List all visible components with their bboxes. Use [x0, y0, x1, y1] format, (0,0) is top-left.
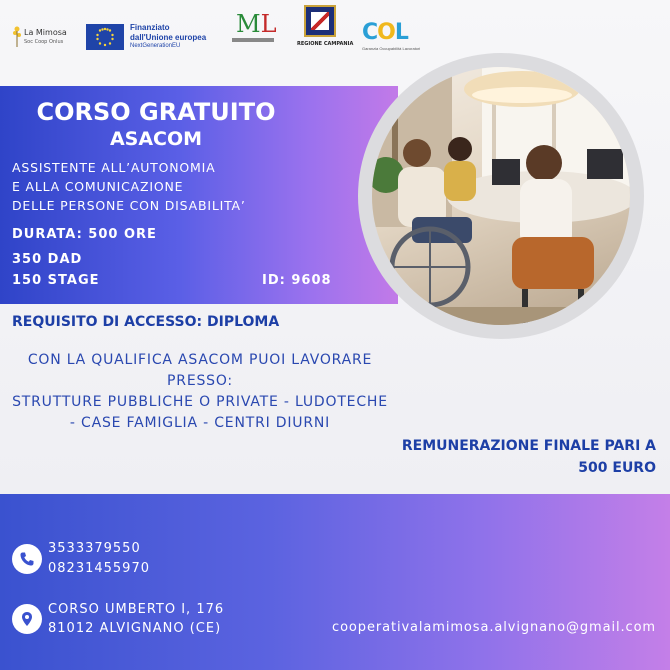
campania-shield-icon — [304, 5, 336, 37]
course-description-line: E ALLA COMUNICAZIONE — [12, 179, 184, 194]
course-title: CORSO GRATUITO — [36, 98, 276, 126]
course-subtitle: ASACOM — [109, 128, 203, 150]
access-requirement: REQUISITO DI ACCESSO: DIPLOMA — [12, 314, 280, 330]
eu-line2: dall'Unione europea — [130, 33, 207, 42]
mimosa-sub: Soc Coop Onlus — [24, 39, 64, 45]
eu-logo — [86, 22, 210, 50]
logo-bar — [0, 0, 670, 68]
email-link[interactable]: cooperativalamimosa.alvignano@gmail.com — [332, 620, 656, 635]
gol-logo — [362, 20, 421, 52]
phone-icon — [12, 544, 42, 574]
eu-line3: NextGenerationEU — [130, 43, 181, 49]
eu-line1: Finanziato — [130, 23, 170, 32]
course-stage-hours: 150 STAGE — [12, 273, 100, 288]
address-line: 81012 ALVIGNANO (CE) — [48, 621, 222, 636]
course-id: ID: 9608 — [262, 273, 332, 288]
mimosa-name: La Mimosa — [24, 28, 67, 37]
contact-footer — [0, 494, 670, 670]
ministero-letters: ML — [236, 10, 277, 38]
office-photo — [372, 67, 630, 325]
gol-wordmark: COL — [362, 20, 408, 45]
phone-number[interactable]: 3533379550 — [48, 541, 141, 556]
qualification-line: STRUTTURE PUBBLICHE O PRIVATE - LUDOTECHE — [12, 394, 388, 410]
course-duration: DURATA: 500 ORE — [12, 227, 157, 242]
qualification-line: CON LA QUALIFICA ASACOM PUOI LAVORARE — [27, 352, 373, 368]
office-scene-illustration — [372, 67, 630, 325]
mimosa-flower-icon — [12, 26, 22, 48]
ministero-caption-bar — [232, 38, 274, 42]
phone-number[interactable]: 08231455970 — [48, 561, 150, 576]
remuneration-line: REMUNERAZIONE FINALE PARI A — [401, 438, 656, 454]
eu-flag-icon — [86, 24, 124, 50]
remuneration-amount: 500 EURO — [578, 460, 656, 476]
regione-campania-logo — [297, 5, 354, 49]
gol-sub: Garanzia Occupabilità Lavoratori — [362, 46, 421, 51]
ministero-lavoro-logo — [232, 10, 277, 46]
campania-caption: REGIONE CAMPANIA — [297, 41, 354, 47]
qualification-line: - CASE FAMIGLIA - CENTRI DIURNI — [69, 415, 331, 431]
course-description-line: ASSISTENTE ALL’AUTONOMIA — [12, 160, 216, 175]
qualification-line: PRESSO: — [167, 373, 233, 389]
course-description-line: DELLE PERSONE CON DISABILITA’ — [12, 198, 246, 213]
course-banner — [0, 86, 398, 304]
location-pin-icon — [12, 604, 42, 634]
la-mimosa-logo — [10, 22, 80, 52]
address-line: CORSO UMBERTO I, 176 — [48, 602, 225, 617]
course-dad-hours: 350 DAD — [12, 252, 83, 267]
